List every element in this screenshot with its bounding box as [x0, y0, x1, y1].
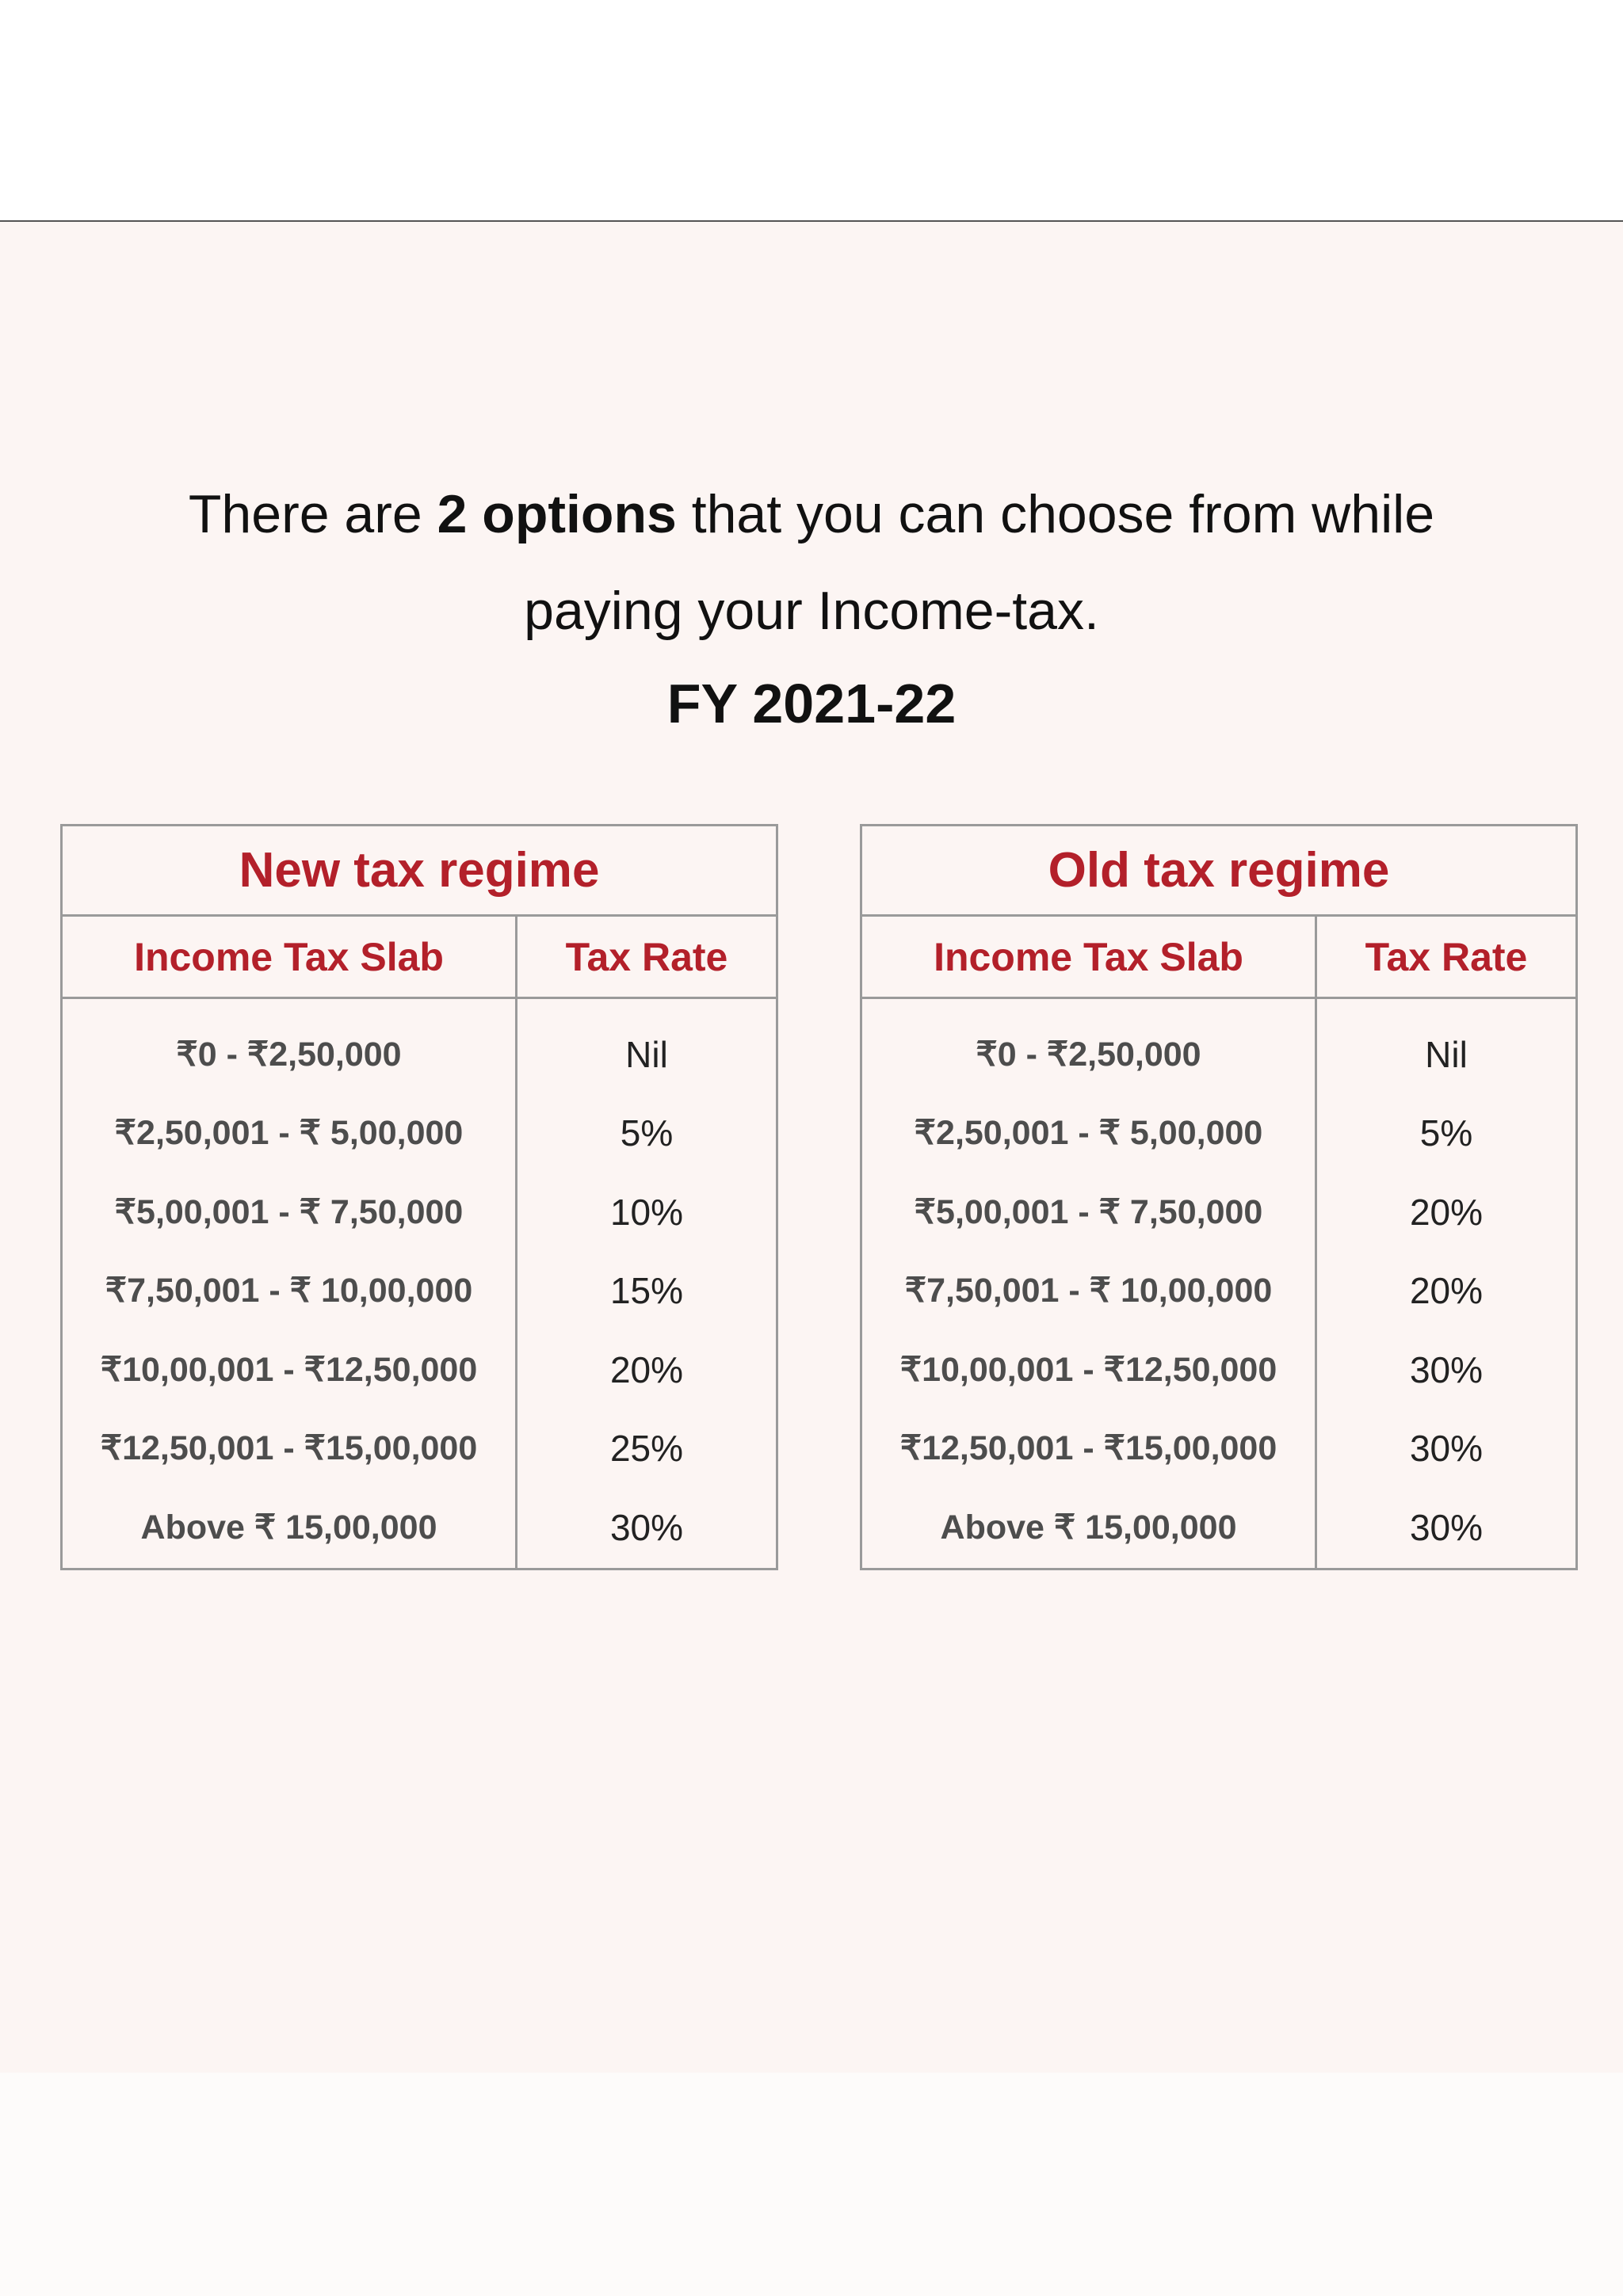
old-regime-rate-cell: 20% [1409, 1270, 1484, 1312]
bottom-blank-band [0, 2073, 1623, 2296]
new-regime-rate-cell: Nil [625, 1033, 668, 1075]
old-regime-rate-cell: 30% [1409, 1348, 1484, 1390]
new-regime-slab-column [63, 999, 517, 1568]
old-regime-rate-cell: Nil [1425, 1033, 1468, 1075]
new-regime-slab-cell: ₹10,00,001 - ₹12,50,000 [100, 1350, 478, 1389]
old-regime-slab-header: Income Tax Slab [862, 917, 1317, 997]
new-regime-slab-cell: Above ₹ 15,00,000 [140, 1508, 437, 1547]
new-regime-title: New tax regime [63, 826, 776, 917]
old-regime-slab-cell: ₹2,50,001 - ₹ 5,00,000 [914, 1114, 1263, 1153]
new-regime-rate-column [517, 999, 776, 1568]
old-regime-header-row [862, 917, 1575, 999]
old-regime-rate-cell: 30% [1409, 1506, 1484, 1548]
old-regime-slab-cell: Above ₹ 15,00,000 [940, 1508, 1237, 1547]
intro-text-part1: There are [188, 484, 437, 544]
old-regime-table [860, 824, 1578, 1570]
intro-text-part2: that you can choose from while paying your Income-tax. [524, 484, 1435, 641]
old-regime-rate-column [1317, 999, 1575, 1568]
old-regime-slab-cell: ₹12,50,001 - ₹15,00,000 [899, 1429, 1277, 1468]
new-regime-header-row [63, 917, 776, 999]
old-regime-slab-column [862, 999, 1317, 1568]
old-regime-body [862, 999, 1575, 1568]
intro-text [119, 466, 1504, 659]
old-regime-rate-header: Tax Rate [1365, 934, 1528, 979]
top-blank-band [0, 0, 1623, 222]
new-regime-slab-cell: ₹5,00,001 - ₹ 7,50,000 [114, 1192, 464, 1231]
new-regime-rate-cell: 10% [609, 1191, 684, 1233]
new-regime-rate-cell: 5% [620, 1112, 674, 1154]
old-regime-slab-cell: ₹7,50,001 - ₹ 10,00,000 [904, 1272, 1273, 1310]
new-regime-rate-cell: 20% [609, 1348, 684, 1390]
new-regime-rate-header: Tax Rate [565, 934, 728, 979]
new-regime-slab-cell: ₹0 - ₹2,50,000 [176, 1035, 402, 1074]
old-regime-rate-cell: 20% [1409, 1191, 1484, 1233]
fiscal-year-label: FY 2021-22 [666, 673, 957, 734]
new-regime-slab-cell: ₹12,50,001 - ₹15,00,000 [100, 1429, 478, 1468]
new-regime-slab-header: Income Tax Slab [63, 917, 517, 997]
new-regime-body [63, 999, 776, 1568]
old-regime-slab-cell: ₹0 - ₹2,50,000 [976, 1035, 1201, 1074]
new-regime-slab-cell: ₹7,50,001 - ₹ 10,00,000 [105, 1272, 473, 1310]
new-regime-table [60, 824, 778, 1570]
old-regime-rate-cell: 30% [1409, 1428, 1484, 1470]
new-regime-rate-cell: 25% [609, 1428, 684, 1470]
old-regime-slab-cell: ₹10,00,001 - ₹12,50,000 [899, 1350, 1277, 1389]
old-regime-rate-cell: 5% [1419, 1112, 1473, 1154]
new-regime-rate-cell: 30% [609, 1506, 684, 1548]
old-regime-title: Old tax regime [862, 826, 1575, 917]
old-regime-slab-cell: ₹5,00,001 - ₹ 7,50,000 [914, 1192, 1263, 1231]
intro-text-bold: 2 options [437, 484, 677, 544]
new-regime-rate-cell: 15% [609, 1270, 684, 1312]
new-regime-slab-cell: ₹2,50,001 - ₹ 5,00,000 [114, 1114, 464, 1153]
